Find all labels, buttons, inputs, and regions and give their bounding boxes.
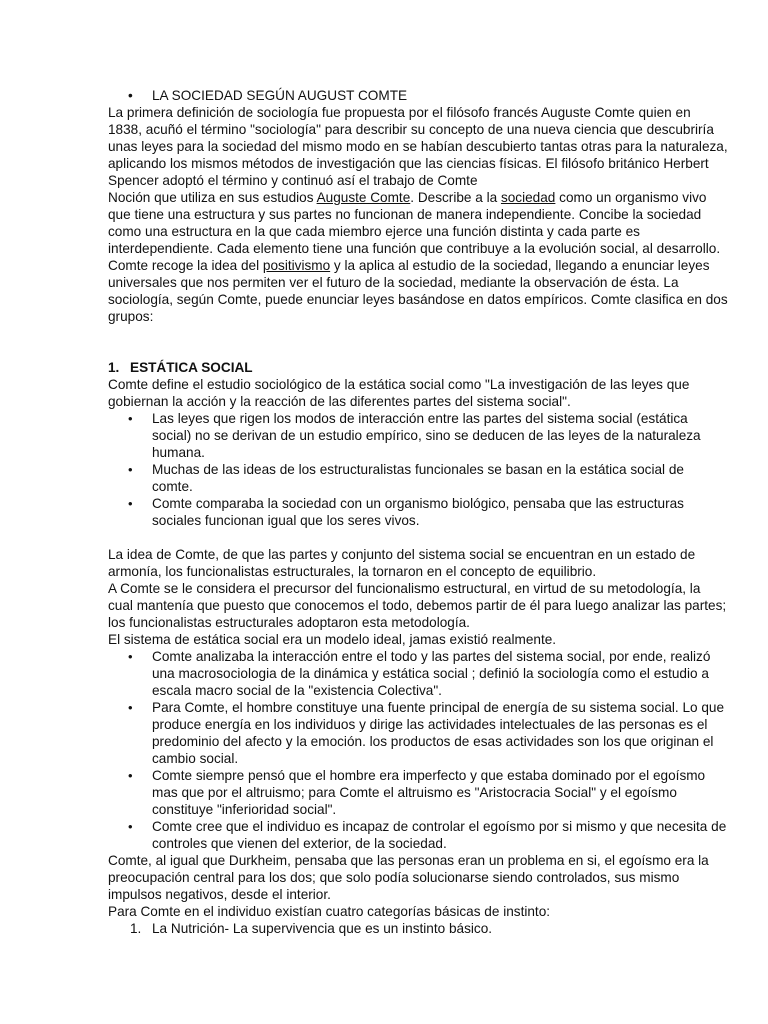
closing-paragraph-1: Comte, al igual que Durkheim, pensaba que las personas eran un problema en si, el egoísmo era la preocupación central para los dos; que solo podía solucionarse siendo controlados, sus mismo impulsos negativos, desde el interior. xyxy=(108,853,709,902)
section-heading-text: ESTÁTICA SOCIAL xyxy=(130,360,253,375)
middle-paragraph-3: El sistema de estática social era un modelo ideal, jamas existió realmente. xyxy=(108,632,557,647)
section-definition: Comte define el estudio sociológico de la estática social como "La investigación de las leyes que gobiernan la acción y la reacción de las diferentes partes del sistema social". xyxy=(108,377,690,409)
list-item xyxy=(108,818,728,852)
list-item-text: Comte siempre pensó que el hombre era imperfecto y que estaba dominado por el egoísmo mas que por el altruismo; para Comte el altruismo es "Aristocracia Social" y el egoísmo constituye "inferioridad social". xyxy=(152,768,706,817)
bullet-icon: • xyxy=(128,462,133,477)
list-item-text: Las leyes que rigen los modos de interacción entre las partes del sistema social (estática social) no se derivan de un estudio empírico, sino se deducen de las leyes de la naturaleza humana. xyxy=(152,411,701,460)
bullet-icon: • xyxy=(128,768,133,783)
item-number: 1. xyxy=(130,921,142,936)
numbered-item xyxy=(108,920,728,937)
list-item xyxy=(108,410,728,461)
bullet-icon: • xyxy=(128,496,133,511)
intro-text: . Describe a la xyxy=(410,190,501,205)
title-text: LA SOCIEDAD SEGÚN AUGUST COMTE xyxy=(152,88,408,103)
list-item-text: Para Comte, el hombre constituye una fuente principal de energía de su sistema social. Lo que produce energía en los individuos y dirige las actividades intelectuales de las personas es el predominio del afecto y la emoción. los productos de esas actividades son los que originan el cambio social. xyxy=(152,700,725,766)
numbered-item-text: La Nutrición- La supervivencia que es un instinto básico. xyxy=(152,921,493,936)
intro-paragraph-1: La primera definición de sociología fue propuesta por el filósofo francés Auguste Comte quien en 1838, acuñó el término "sociología" para describir su concepto de una nueva ciencia que descubriría unas leyes para la sociedad del mismo modo en se habían descubierto tantas otras para la naturaleza, aplicando los mismos métodos de investigación que las ciencias físicas. El filósofo británico Herbert Spencer adoptó el término y continuó así el trabajo de Comte xyxy=(108,105,728,188)
middle-bullet-list xyxy=(108,648,728,852)
title-bullet: • xyxy=(128,88,133,103)
list-item-text: Muchas de las ideas de los estructuralistas funcionales se basan en la estática social de comte. xyxy=(152,462,684,494)
section-number: 1. xyxy=(108,360,120,375)
link-auguste-comte[interactable]: Auguste Comte xyxy=(316,190,411,205)
bullet-icon: • xyxy=(128,700,133,715)
list-item xyxy=(108,699,728,767)
bullet-icon: • xyxy=(128,411,133,426)
bullet-icon: • xyxy=(128,649,133,664)
list-item-text: Comte cree que el individuo es incapaz de controlar el egoísmo por si mismo y que necesita de controles que vienen del exterior, de la sociedad. xyxy=(152,819,727,851)
middle-paragraph-2: A Comte se le considera el precursor del funcionalismo estructural, en virtud de su metodología, la cual mantenía que puesto que conocemos el todo, debemos partir de él para luego analizar las partes; los funcionalistas estructurales adoptaron esta metodología. xyxy=(108,581,727,630)
list-item xyxy=(108,767,728,818)
bullet-icon: • xyxy=(128,819,133,834)
intro-text: y la aplica al estudio de la sociedad, llegando a enunciar leyes universales que nos permiten ver el futuro de la sociedad, mediante la observación de ésta. La sociología, según Comte, puede enunciar leyes basándose en datos empíricos. Comte clasifica en dos grupos: xyxy=(108,258,728,324)
list-item-text: Comte comparaba la sociedad con un organismo biológico, pensaba que las estructuras sociales funcionan igual que los seres vivos. xyxy=(152,496,684,528)
section-heading-estatica-social xyxy=(108,359,728,376)
list-item xyxy=(108,495,728,529)
link-sociedad[interactable]: sociedad xyxy=(500,190,556,205)
intro-text: como un organismo vivo que tiene una estructura y sus partes no funcionan de manera independiente. Concibe la sociedad como una estructura en la que cada miembro ejerce una función distinta y cada parte es interdependiente. Cada elemento tiene una función que contribuye a la evolución social, al desarrollo. Comte recoge la idea del xyxy=(108,190,721,273)
intro-text: Noción que utiliza en sus estudios xyxy=(108,190,317,205)
list-item xyxy=(108,648,728,699)
closing-paragraph-2: Para Comte en el individuo existían cuatro categorías básicas de instinto: xyxy=(108,904,551,919)
list-item xyxy=(108,461,728,495)
link-positivismo[interactable]: positivismo xyxy=(262,258,331,273)
intro-paragraph-2 xyxy=(108,189,728,325)
section1-bullet-list xyxy=(108,410,728,529)
middle-paragraph-1: La idea de Comte, de que las partes y conjunto del sistema social se encuentran en un estado de armonía, los funcionalistas estructurales, la tornaron en el concepto de equilibrio. xyxy=(108,547,696,579)
document-title xyxy=(108,87,728,104)
list-item-text: Comte analizaba la interacción entre el todo y las partes del sistema social, por ende, realizó una macrosociologia de la dinámica y estática social ; definió la sociología como el estudio a escala macro social de la "existencia Colectiva". xyxy=(152,649,711,698)
instinct-numbered-list xyxy=(108,920,728,937)
